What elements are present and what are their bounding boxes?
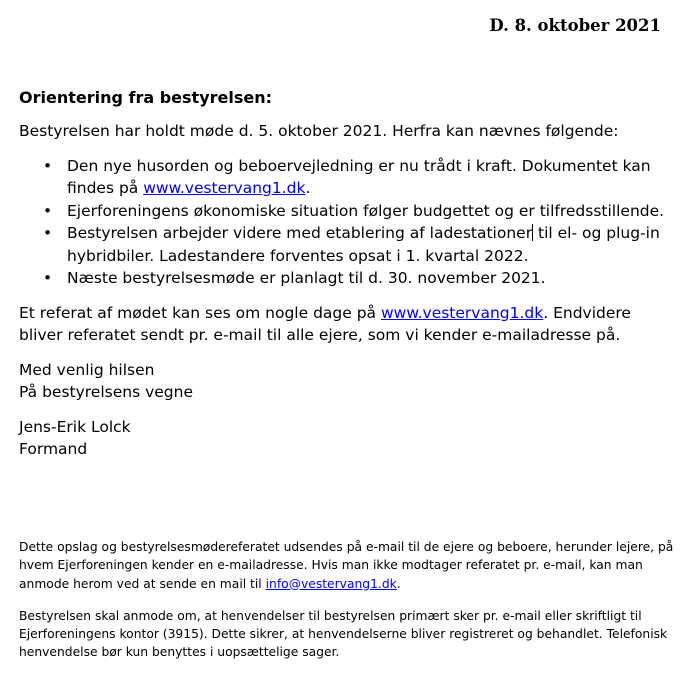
section-heading: Orientering fra bestyrelsen:: [19, 88, 273, 107]
intro-paragraph: Bestyrelsen har holdt møde d. 5. oktober 2021. Herfra kan nævnes følgende:: [19, 122, 619, 140]
referat-text: . Endvidere bliver referatet sendt pr. e-mail til alle ejere, som vi kender e-mailadresse på.: [19, 303, 631, 344]
list-item: [67, 222, 679, 267]
list-item-end: .: [305, 179, 311, 197]
footer-notes: [19, 538, 679, 676]
footer-text: .: [396, 576, 401, 591]
website-link[interactable]: www.vestervang1.dk: [380, 303, 544, 322]
email-link[interactable]: info@vestervang1.dk: [265, 576, 397, 591]
list-item: • Ejerforeningens økonomiske situation følger budgettet og er tilfredsstillende.: [67, 200, 679, 223]
list-item-text: Den nye husorden og beboervejledning er nu trådt i kraft. Dokumentet kan findes på: [67, 156, 651, 197]
signature-title: Formand: [19, 440, 88, 458]
list-item-text: til el- og plug-in hybridbiler. Ladestandere forventes opsat i 1. kvartal 2022.: [67, 224, 660, 265]
signature-name: Jens-Erik Lolck: [19, 417, 131, 436]
referat-text: Et referat af mødet kan ses om nogle dage på: [19, 303, 381, 322]
list-item-text: Bestyrelsen arbejder videre med etablering af ladestationer: [67, 224, 533, 242]
document-date: D. 8. oktober 2021: [489, 16, 661, 35]
referat-paragraph: [19, 302, 679, 347]
footer-paragraph: [19, 538, 679, 593]
footer-text: Dette opslag og bestyrelsesmødereferatet udsendes på e-mail til de ejere og beboere, herunder lejere, på hvem Ejerforeningen kender en e-mailadresse. Hvis man ikke modtager referatet pr. e-mail, kan man anmode herom ved at sende en mail til: [19, 540, 674, 591]
main-content: [19, 88, 679, 473]
list-item: • Næste bestyrelsesmøde er planlagt til d. 30. november 2021.: [67, 267, 679, 290]
list-item: [67, 155, 679, 200]
bullet-list: [19, 155, 679, 290]
footer-paragraph: Bestyrelsen skal anmode om, at henvendelser til bestyrelsen primært sker pr. e-mail eller skriftligt til Ejerforeningens kontor (3915). Dette sikrer, at henvendelserne bliver registreret og behandlet. Telefonisk henvendelse bør kun benyttes i uopsættelige sager.: [19, 608, 668, 660]
closing-line: Med venlig hilsen: [19, 360, 155, 379]
website-link[interactable]: www.vestervang1.dk: [143, 179, 306, 197]
closing-line: På bestyrelsens vegne: [19, 383, 193, 401]
signature-block: [19, 416, 679, 461]
closing-block: [19, 359, 679, 404]
